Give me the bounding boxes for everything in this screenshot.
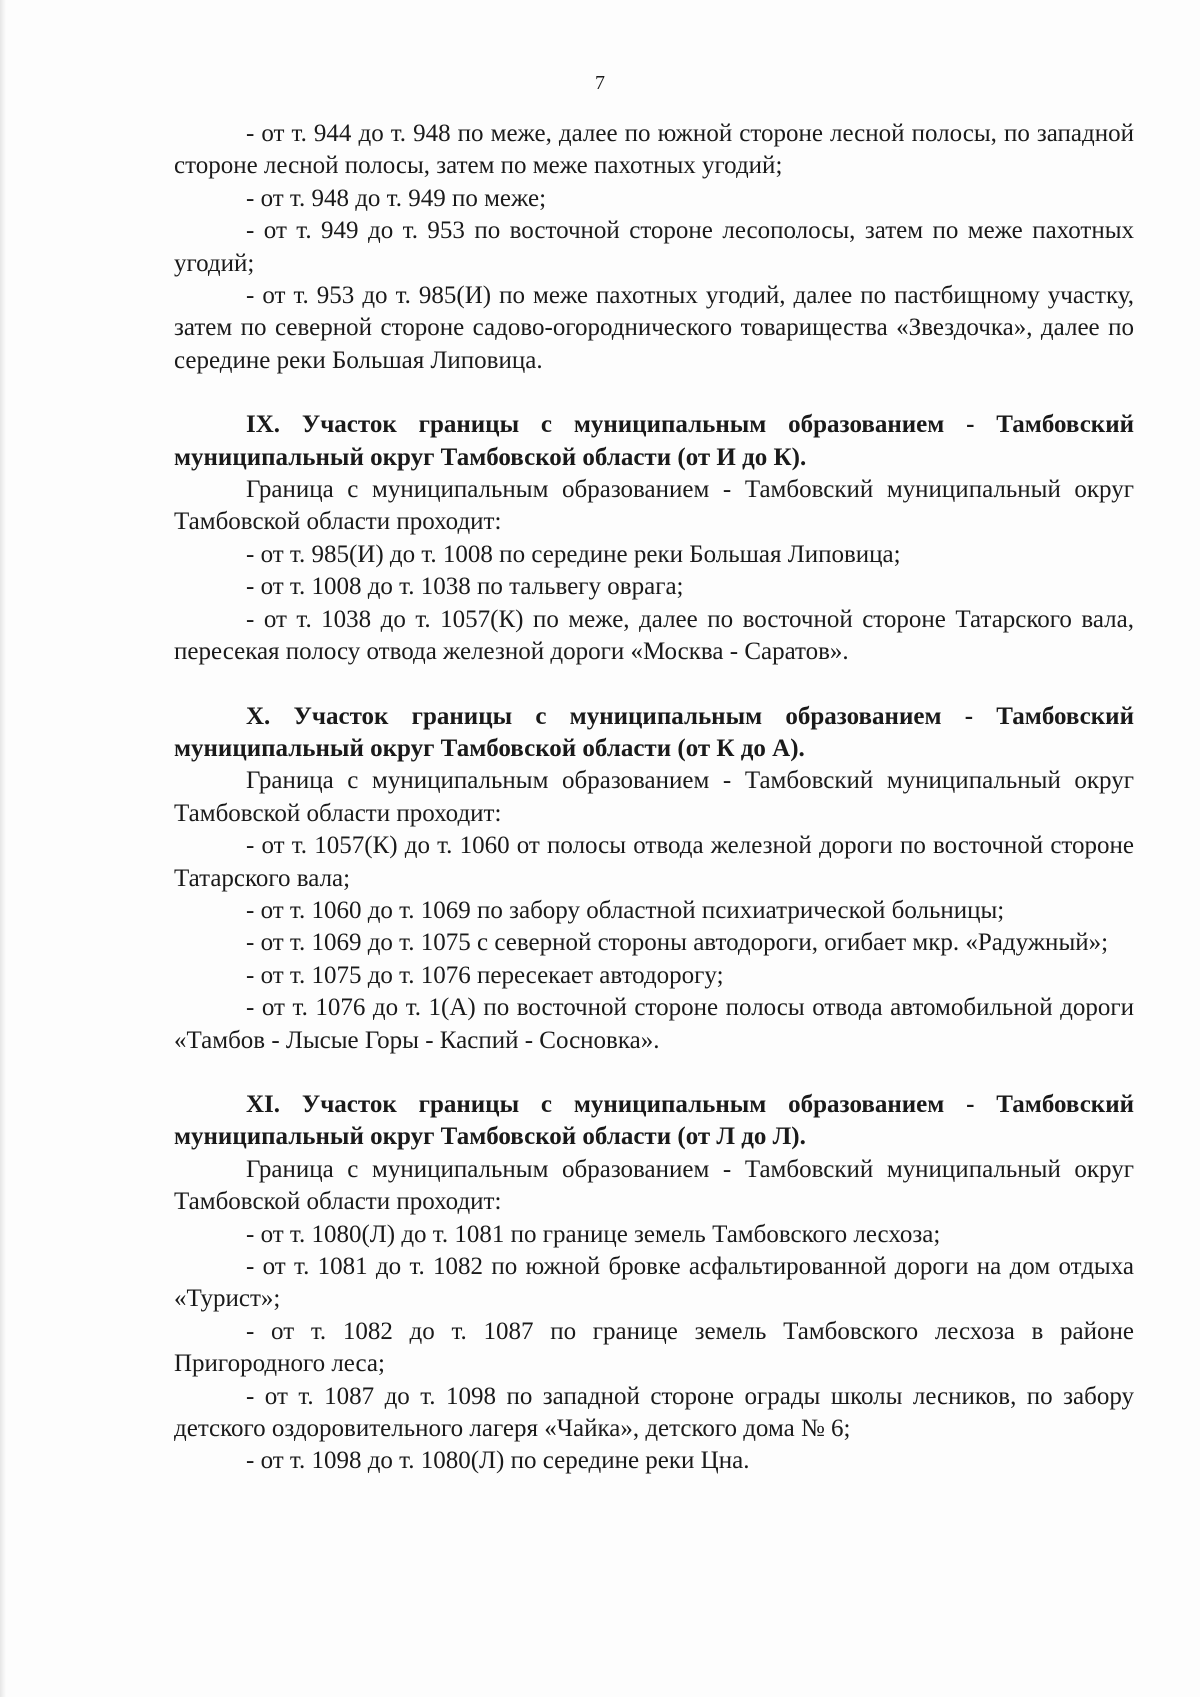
- list-item: - от т. 948 до т. 949 по меже;: [246, 184, 547, 212]
- section-heading: IX. Участок границы с муниципальным образованием - Тамбовский муниципальный округ Тамбовской области (от И до К).: [174, 411, 1134, 471]
- section-intro: Граница с муниципальным образованием - Тамбовский муниципальный округ Тамбовской области проходит:: [174, 767, 1134, 827]
- list-item: - от т. 944 до т. 948 по меже, далее по южной стороне лесной полосы, по западной стороне лесной полосы, затем по меже пахотных угодий;: [174, 120, 1134, 180]
- list-item: - от т. 1057(К) до т. 1060 от полосы отвода железной дороги по восточной стороне Татарского вала;: [174, 832, 1134, 892]
- list-item: - от т. 1082 до т. 1087 по границе земель Тамбовского лесхоза в районе Пригородного леса;: [174, 1317, 1134, 1378]
- document-body: [174, 118, 1134, 1478]
- list-item: - от т. 1080(Л) до т. 1081 по границе земель Тамбовского лесхоза;: [246, 1220, 941, 1248]
- list-item: - от т. 1038 до т. 1057(К) по меже, далее по восточной стороне Татарского вала, пересекая полосу отвода железной дороги «Москва - Саратов».: [174, 605, 1134, 666]
- section-ix: [174, 409, 1134, 668]
- list-item: - от т. 1008 до т. 1038 по тальвегу оврага;: [246, 573, 684, 601]
- list-item: - от т. 1087 до т. 1098 по западной стороне ограды школы лесников, по забору детского оздоровительного лагеря «Чайка», детского дома № 6;: [174, 1382, 1134, 1443]
- list-item: - от т. 1098 до т. 1080(Л) по середине реки Цна.: [246, 1447, 750, 1475]
- list-item: - от т. 1081 до т. 1082 по южной бровке асфальтированной дороги на дом отдыха «Турист»;: [174, 1253, 1134, 1313]
- list-item: - от т. 949 до т. 953 по восточной стороне лесополосы, затем по меже пахотных угодий;: [174, 217, 1134, 277]
- section-intro: Граница с муниципальным образованием - Тамбовский муниципальный округ Тамбовской области проходит:: [174, 476, 1134, 536]
- list-item: - от т. 1076 до т. 1(А) по восточной стороне полосы отвода автомобильной дороги «Тамбов - Лысые Горы - Каспий - Сосновка».: [174, 994, 1134, 1054]
- section-intro: Граница с муниципальным образованием - Тамбовский муниципальный округ Тамбовской области проходит:: [174, 1155, 1134, 1216]
- page-number: 7: [595, 72, 605, 94]
- list-item: - от т. 953 до т. 985(И) по меже пахотных угодий, далее по пастбищному участку, затем по северной стороне садово-огороднического товарищества «Звездочка», далее по середине реки Большая Липовица.: [174, 282, 1134, 374]
- section-xi: [174, 1089, 1134, 1478]
- list-item: - от т. 1069 до т. 1075 с северной стороны автодороги, огибает мкр. «Радужный»;: [246, 929, 1109, 957]
- section-heading: XI. Участок границы с муниципальным образованием - Тамбовский муниципальный округ Тамбовской области (от Л до Л).: [174, 1090, 1134, 1151]
- list-item: - от т. 985(И) до т. 1008 по середине реки Большая Липовица;: [246, 540, 901, 568]
- section-heading: X. Участок границы с муниципальным образованием - Тамбовский муниципальный округ Тамбовской области (от К до А).: [174, 702, 1134, 762]
- list-item: - от т. 1075 до т. 1076 пересекает автодорогу;: [246, 961, 724, 989]
- list-item: - от т. 1060 до т. 1069 по забору областной психиатрической больницы;: [246, 896, 1005, 924]
- intro-block: [174, 118, 1134, 377]
- scan-edge: [0, 0, 6, 1697]
- section-x: [174, 701, 1134, 1057]
